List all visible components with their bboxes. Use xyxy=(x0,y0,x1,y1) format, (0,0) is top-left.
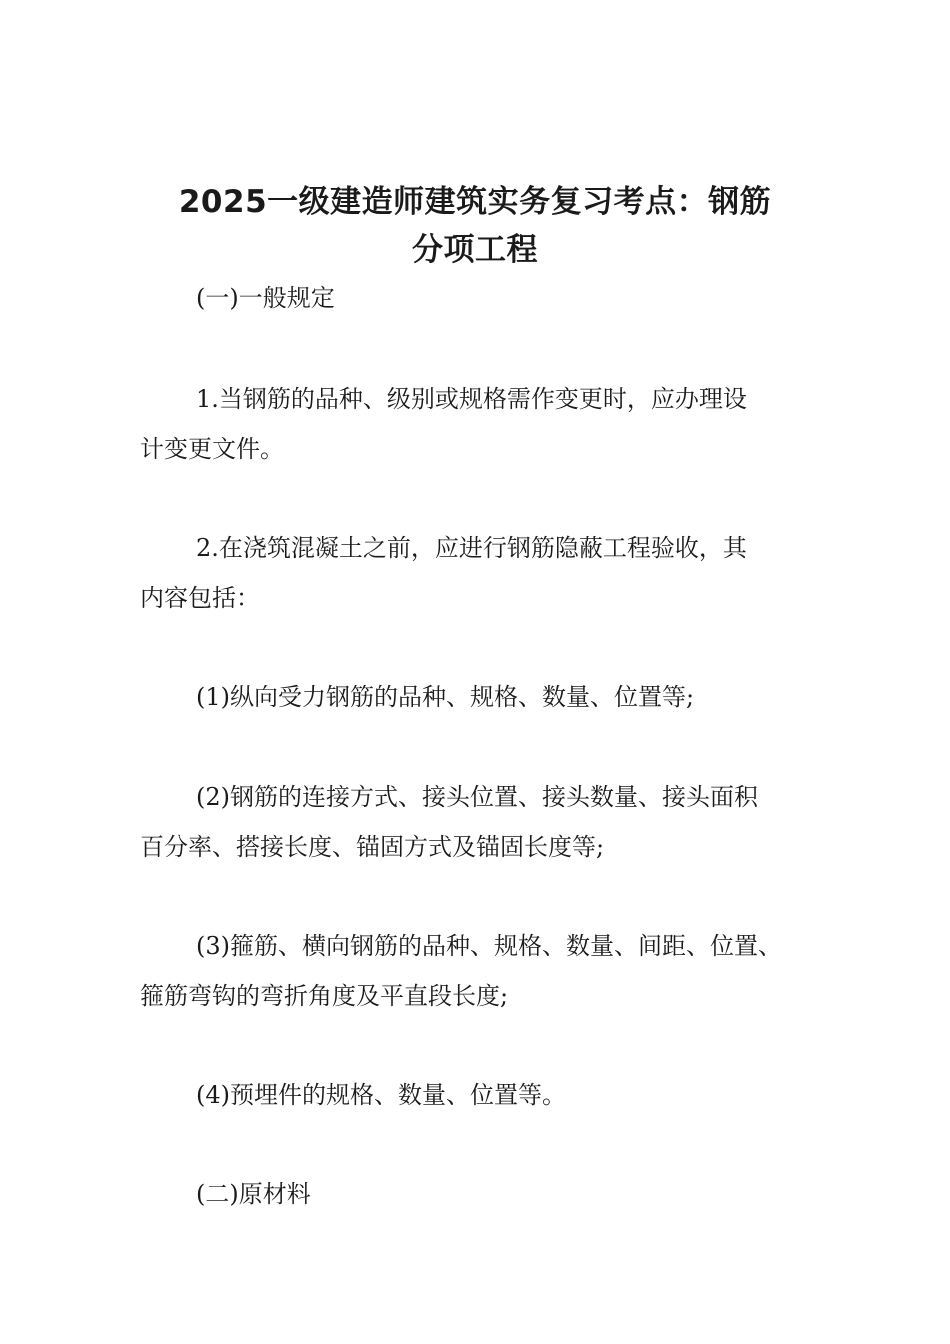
list-item-4: (4)预埋件的规格、数量、位置等。 xyxy=(196,1081,566,1109)
section-heading-general: (一)一般规定 xyxy=(196,284,335,312)
list-item-3-line-2: 箍筋弯钩的弯折角度及平直段长度; xyxy=(140,982,509,1010)
list-item-1: (1)纵向受力钢筋的品种、规格、数量、位置等; xyxy=(196,683,695,711)
list-item-3-line-1: (3)箍筋、横向钢筋的品种、规格、数量、间距、位置、 xyxy=(196,932,782,960)
section-heading-materials: (二)原材料 xyxy=(196,1180,311,1208)
list-item-2-line-2: 百分率、搭接长度、锚固方式及锚固长度等; xyxy=(140,833,605,861)
paragraph-1-line-1: 1.当钢筋的品种、级别或规格需作变更时，应办理设 xyxy=(196,385,747,413)
document-title-line-1: 2025一级建造师建筑实务复习考点：钢筋 xyxy=(178,184,772,220)
paragraph-1-line-2: 计变更文件。 xyxy=(140,435,284,463)
paragraph-2-line-1: 2.在浇筑混凝土之前，应进行钢筋隐蔽工程验收，其 xyxy=(196,534,747,562)
document-title-line-2: 分项工程 xyxy=(412,232,538,268)
list-item-2-line-1: (2)钢筋的连接方式、接头位置、接头数量、接头面积 xyxy=(196,783,758,811)
paragraph-2-line-2: 内容包括： xyxy=(140,584,260,612)
